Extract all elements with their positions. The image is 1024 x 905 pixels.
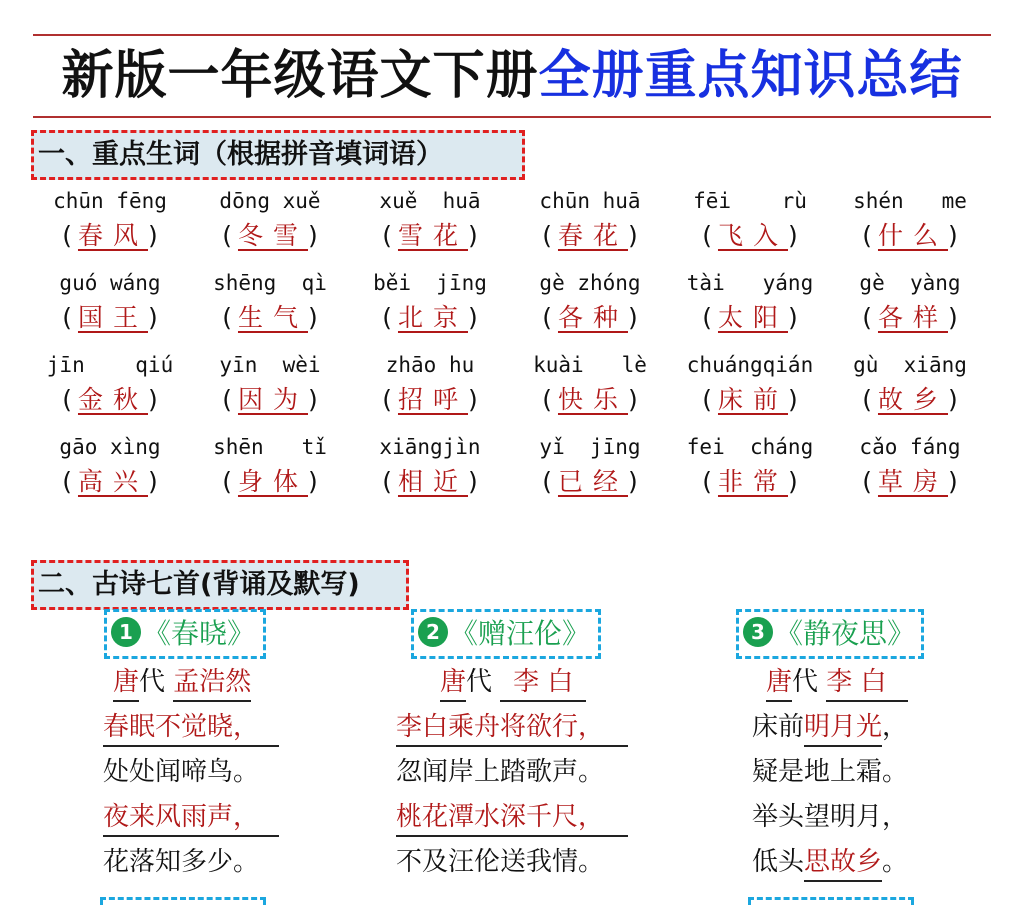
- poem1-line2: 处处闻啼鸟。: [103, 757, 260, 787]
- vocab-right-paren: ): [308, 303, 318, 332]
- vocab-pinyin: gù xiāng: [853, 353, 967, 377]
- vocab-cell: [190, 350, 350, 420]
- vocab-word: 冬雪: [237, 221, 308, 250]
- vocab-pinyin: cǎo fáng: [859, 435, 961, 459]
- poem3-number-badge: 3: [743, 617, 773, 647]
- vocab-right-paren: ): [148, 467, 158, 496]
- vocab-cell: [670, 268, 830, 338]
- vocab-left-paren: (: [62, 385, 72, 414]
- vocab-cell: [510, 432, 670, 502]
- vocab-cell: [350, 432, 510, 502]
- poem2: [396, 660, 628, 885]
- title-bottom-rule: [33, 116, 991, 118]
- vocab-answer: [670, 462, 830, 502]
- poem2-title: 《赠汪伦》: [450, 617, 591, 650]
- vocab-right-paren: ): [468, 221, 478, 250]
- vocab-word: 太阳: [717, 303, 788, 332]
- vocab-right-paren: ): [628, 221, 638, 250]
- vocab-left-paren: (: [702, 221, 712, 250]
- vocab-word: 北京: [397, 303, 468, 332]
- vocab-pinyin: shén me: [853, 189, 967, 213]
- vocab-answer: [190, 216, 350, 256]
- vocab-cell: [350, 186, 510, 256]
- vocab-answer: [830, 462, 990, 502]
- poem3-title-box: [736, 609, 924, 659]
- vocab-right-paren: ): [628, 467, 638, 496]
- vocab-word: 国王: [77, 303, 148, 332]
- vocab-left-paren: (: [222, 303, 232, 332]
- poem1-line3: 夜来风雨声，: [103, 795, 279, 840]
- vocab-pinyin: chūn huā: [539, 189, 641, 213]
- vocab-answer: [30, 298, 190, 338]
- vocab-left-paren: (: [862, 303, 872, 332]
- poem3-line3: 举头望明月，: [752, 802, 909, 832]
- vocab-answer: [190, 462, 350, 502]
- vocab-word: 因为: [237, 385, 308, 414]
- vocab-right-paren: ): [148, 221, 158, 250]
- vocab-answer: [670, 216, 830, 256]
- vocab-cell: [830, 432, 990, 502]
- poem1: [103, 660, 279, 885]
- vocab-cell: [830, 186, 990, 256]
- vocab-right-paren: ): [308, 221, 318, 250]
- vocab-right-paren: ): [468, 467, 478, 496]
- vocab-answer: [190, 380, 350, 420]
- poem1-line1: 春眠不觉晓，: [103, 705, 279, 750]
- vocab-word: 雪花: [397, 221, 468, 250]
- vocab-pinyin: shēn tǐ: [213, 435, 327, 459]
- vocab-answer: [670, 380, 830, 420]
- vocab-word: 各种: [557, 303, 628, 332]
- poem3-author: 李 白: [826, 664, 908, 702]
- vocab-pinyin: gāo xìng: [59, 435, 161, 459]
- vocab-right-paren: ): [148, 303, 158, 332]
- vocab-pinyin: xuě huā: [379, 189, 481, 213]
- vocab-left-paren: (: [62, 303, 72, 332]
- poem1-number-badge: 1: [111, 617, 141, 647]
- vocab-right-paren: ): [148, 385, 158, 414]
- vocab-answer: [510, 216, 670, 256]
- poem2-author: 李 白: [500, 664, 586, 702]
- vocab-pinyin: tài yáng: [686, 271, 814, 295]
- poem1-title-box: [104, 609, 266, 659]
- poem3-line4: 低头思故乡。: [752, 840, 908, 885]
- vocab-right-paren: ): [628, 303, 638, 332]
- vocab-left-paren: (: [542, 303, 552, 332]
- next-poem-box-stub-right: [748, 897, 914, 905]
- vocab-pinyin: chūn fēng: [53, 189, 167, 213]
- poem2-line1: 李白乘舟将欲行，: [396, 705, 628, 750]
- vocab-right-paren: ): [948, 303, 958, 332]
- vocab-answer: [510, 462, 670, 502]
- vocab-left-paren: (: [542, 467, 552, 496]
- section1-heading: 一、重点生词（根据拼音填词语）: [31, 130, 525, 180]
- vocab-pinyin: guó wáng: [59, 271, 161, 295]
- vocab-cell: [830, 268, 990, 338]
- vocab-cell: [830, 350, 990, 420]
- vocab-word: 非常: [717, 467, 788, 496]
- vocab-pinyin: fēi rù: [693, 189, 807, 213]
- vocab-right-paren: ): [788, 385, 798, 414]
- section2-heading: 二、古诗七首(背诵及默写): [31, 560, 409, 610]
- poem3-line2: 疑是地上霜。: [752, 757, 909, 787]
- vocab-left-paren: (: [382, 221, 392, 250]
- vocab-left-paren: (: [382, 303, 392, 332]
- vocab-cell: [30, 186, 190, 256]
- vocab-answer: [510, 298, 670, 338]
- vocab-pinyin: fei cháng: [686, 435, 814, 459]
- vocab-left-paren: (: [542, 385, 552, 414]
- vocab-right-paren: ): [788, 467, 798, 496]
- poem2-title-box: [411, 609, 601, 659]
- vocab-left-paren: (: [702, 467, 712, 496]
- vocab-cell: [350, 350, 510, 420]
- title-part-black: 新版一年级语文下册: [61, 46, 539, 106]
- poem2-line3: 桃花潭水深千尺，: [396, 795, 628, 840]
- vocab-cell: [30, 432, 190, 502]
- poem3-title: 《静夜思》: [775, 617, 916, 650]
- vocab-word: 草房: [877, 467, 948, 496]
- vocab-right-paren: ): [788, 303, 798, 332]
- vocab-cell: [30, 268, 190, 338]
- vocab-answer: [830, 380, 990, 420]
- vocab-word: 金秋: [77, 385, 148, 414]
- poem2-line2: 忽闻岸上踏歌声。: [396, 757, 605, 787]
- vocab-answer: [670, 298, 830, 338]
- vocab-left-paren: (: [542, 221, 552, 250]
- vocab-pinyin: yīn wèi: [219, 353, 321, 377]
- vocab-cell: [670, 350, 830, 420]
- vocab-answer: [30, 380, 190, 420]
- vocab-pinyin: yǐ jīng: [539, 435, 641, 459]
- vocab-right-paren: ): [948, 467, 958, 496]
- vocab-pinyin: kuài lè: [533, 353, 647, 377]
- poem3-dynasty: 唐: [766, 664, 792, 702]
- vocab-answer: [350, 298, 510, 338]
- vocab-word: 身体: [237, 467, 308, 496]
- vocab-word: 飞入: [717, 221, 788, 250]
- vocab-pinyin: dōng xuě: [219, 189, 321, 213]
- title-part-blue: 全册重点知识总结: [538, 46, 963, 106]
- poem2-dai: 代: [466, 667, 493, 697]
- title-top-rule: [33, 34, 991, 36]
- vocab-cell: [190, 268, 350, 338]
- vocab-word: 快乐: [557, 385, 628, 414]
- poem3-line1: 床前明月光，: [752, 705, 908, 750]
- vocab-left-paren: (: [382, 385, 392, 414]
- vocab-left-paren: (: [222, 385, 232, 414]
- vocab-right-paren: ): [308, 467, 318, 496]
- vocab-pinyin: gè yàng: [859, 271, 961, 295]
- vocab-answer: [190, 298, 350, 338]
- poem2-dynasty: 唐: [440, 664, 466, 702]
- vocab-left-paren: (: [702, 303, 712, 332]
- poem1-dynasty: 唐: [113, 664, 139, 702]
- vocab-answer: [30, 216, 190, 256]
- vocab-answer: [830, 216, 990, 256]
- vocab-cell: [510, 186, 670, 256]
- vocab-right-paren: ): [468, 385, 478, 414]
- vocab-answer: [510, 380, 670, 420]
- poem3-dai: 代: [792, 667, 819, 697]
- vocab-left-paren: (: [702, 385, 712, 414]
- vocab-cell: [190, 432, 350, 502]
- poem1-title: 《春晓》: [143, 617, 256, 650]
- next-poem-box-stub-left: [100, 897, 266, 905]
- vocab-cell: [350, 268, 510, 338]
- vocab-right-paren: ): [948, 385, 958, 414]
- vocab-cell: [30, 350, 190, 420]
- vocab-word: 什么: [877, 221, 948, 250]
- vocab-word: 已经: [557, 467, 628, 496]
- vocab-right-paren: ): [308, 385, 318, 414]
- vocab-answer: [830, 298, 990, 338]
- vocab-answer: [30, 462, 190, 502]
- vocab-answer: [350, 216, 510, 256]
- vocab-word: 生气: [237, 303, 308, 332]
- vocab-pinyin: zhāo hu: [385, 353, 475, 377]
- poem1-line4: 花落知多少。: [103, 847, 260, 877]
- vocab-word: 高兴: [77, 467, 148, 496]
- vocab-left-paren: (: [382, 467, 392, 496]
- vocab-word: 床前: [717, 385, 788, 414]
- vocab-answer: [350, 462, 510, 502]
- poem1-dai: 代: [139, 667, 166, 697]
- vocab-cell: [670, 186, 830, 256]
- vocab-right-paren: ): [788, 221, 798, 250]
- poem3-author-line: [752, 660, 908, 705]
- poem3: [752, 660, 908, 885]
- vocab-answer: [350, 380, 510, 420]
- vocab-pinyin: gè zhóng: [539, 271, 641, 295]
- vocab-cell: [510, 350, 670, 420]
- vocab-cell: [510, 268, 670, 338]
- vocab-pinyin: jīn qiú: [46, 353, 174, 377]
- page-title: [0, 40, 1024, 112]
- vocab-pinyin: xiāngjìn: [379, 435, 481, 459]
- vocab-left-paren: (: [62, 467, 72, 496]
- vocab-word: 相近: [397, 467, 468, 496]
- vocab-left-paren: (: [862, 467, 872, 496]
- vocab-pinyin: běi jīng: [373, 271, 487, 295]
- vocab-cell: [670, 432, 830, 502]
- vocab-word: 招呼: [397, 385, 468, 414]
- vocab-left-paren: (: [222, 467, 232, 496]
- vocab-cell: [190, 186, 350, 256]
- poem1-author-line: [103, 660, 279, 705]
- vocab-word: 春风: [77, 221, 148, 250]
- vocab-right-paren: ): [948, 221, 958, 250]
- vocab-pinyin: chuángqián: [686, 353, 814, 377]
- poem2-author-line: [396, 660, 628, 705]
- vocab-word: 故乡: [877, 385, 948, 414]
- vocab-right-paren: ): [468, 303, 478, 332]
- vocab-pinyin: shēng qì: [213, 271, 327, 295]
- vocab-left-paren: (: [62, 221, 72, 250]
- vocab-left-paren: (: [222, 221, 232, 250]
- poem2-number-badge: 2: [418, 617, 448, 647]
- vocab-word: 各样: [877, 303, 948, 332]
- vocab-left-paren: (: [862, 385, 872, 414]
- vocab-word: 春花: [557, 221, 628, 250]
- poem1-author: 孟浩然: [173, 664, 251, 702]
- poem2-line4: 不及汪伦送我情。: [396, 847, 605, 877]
- vocab-right-paren: ): [628, 385, 638, 414]
- vocab-left-paren: (: [862, 221, 872, 250]
